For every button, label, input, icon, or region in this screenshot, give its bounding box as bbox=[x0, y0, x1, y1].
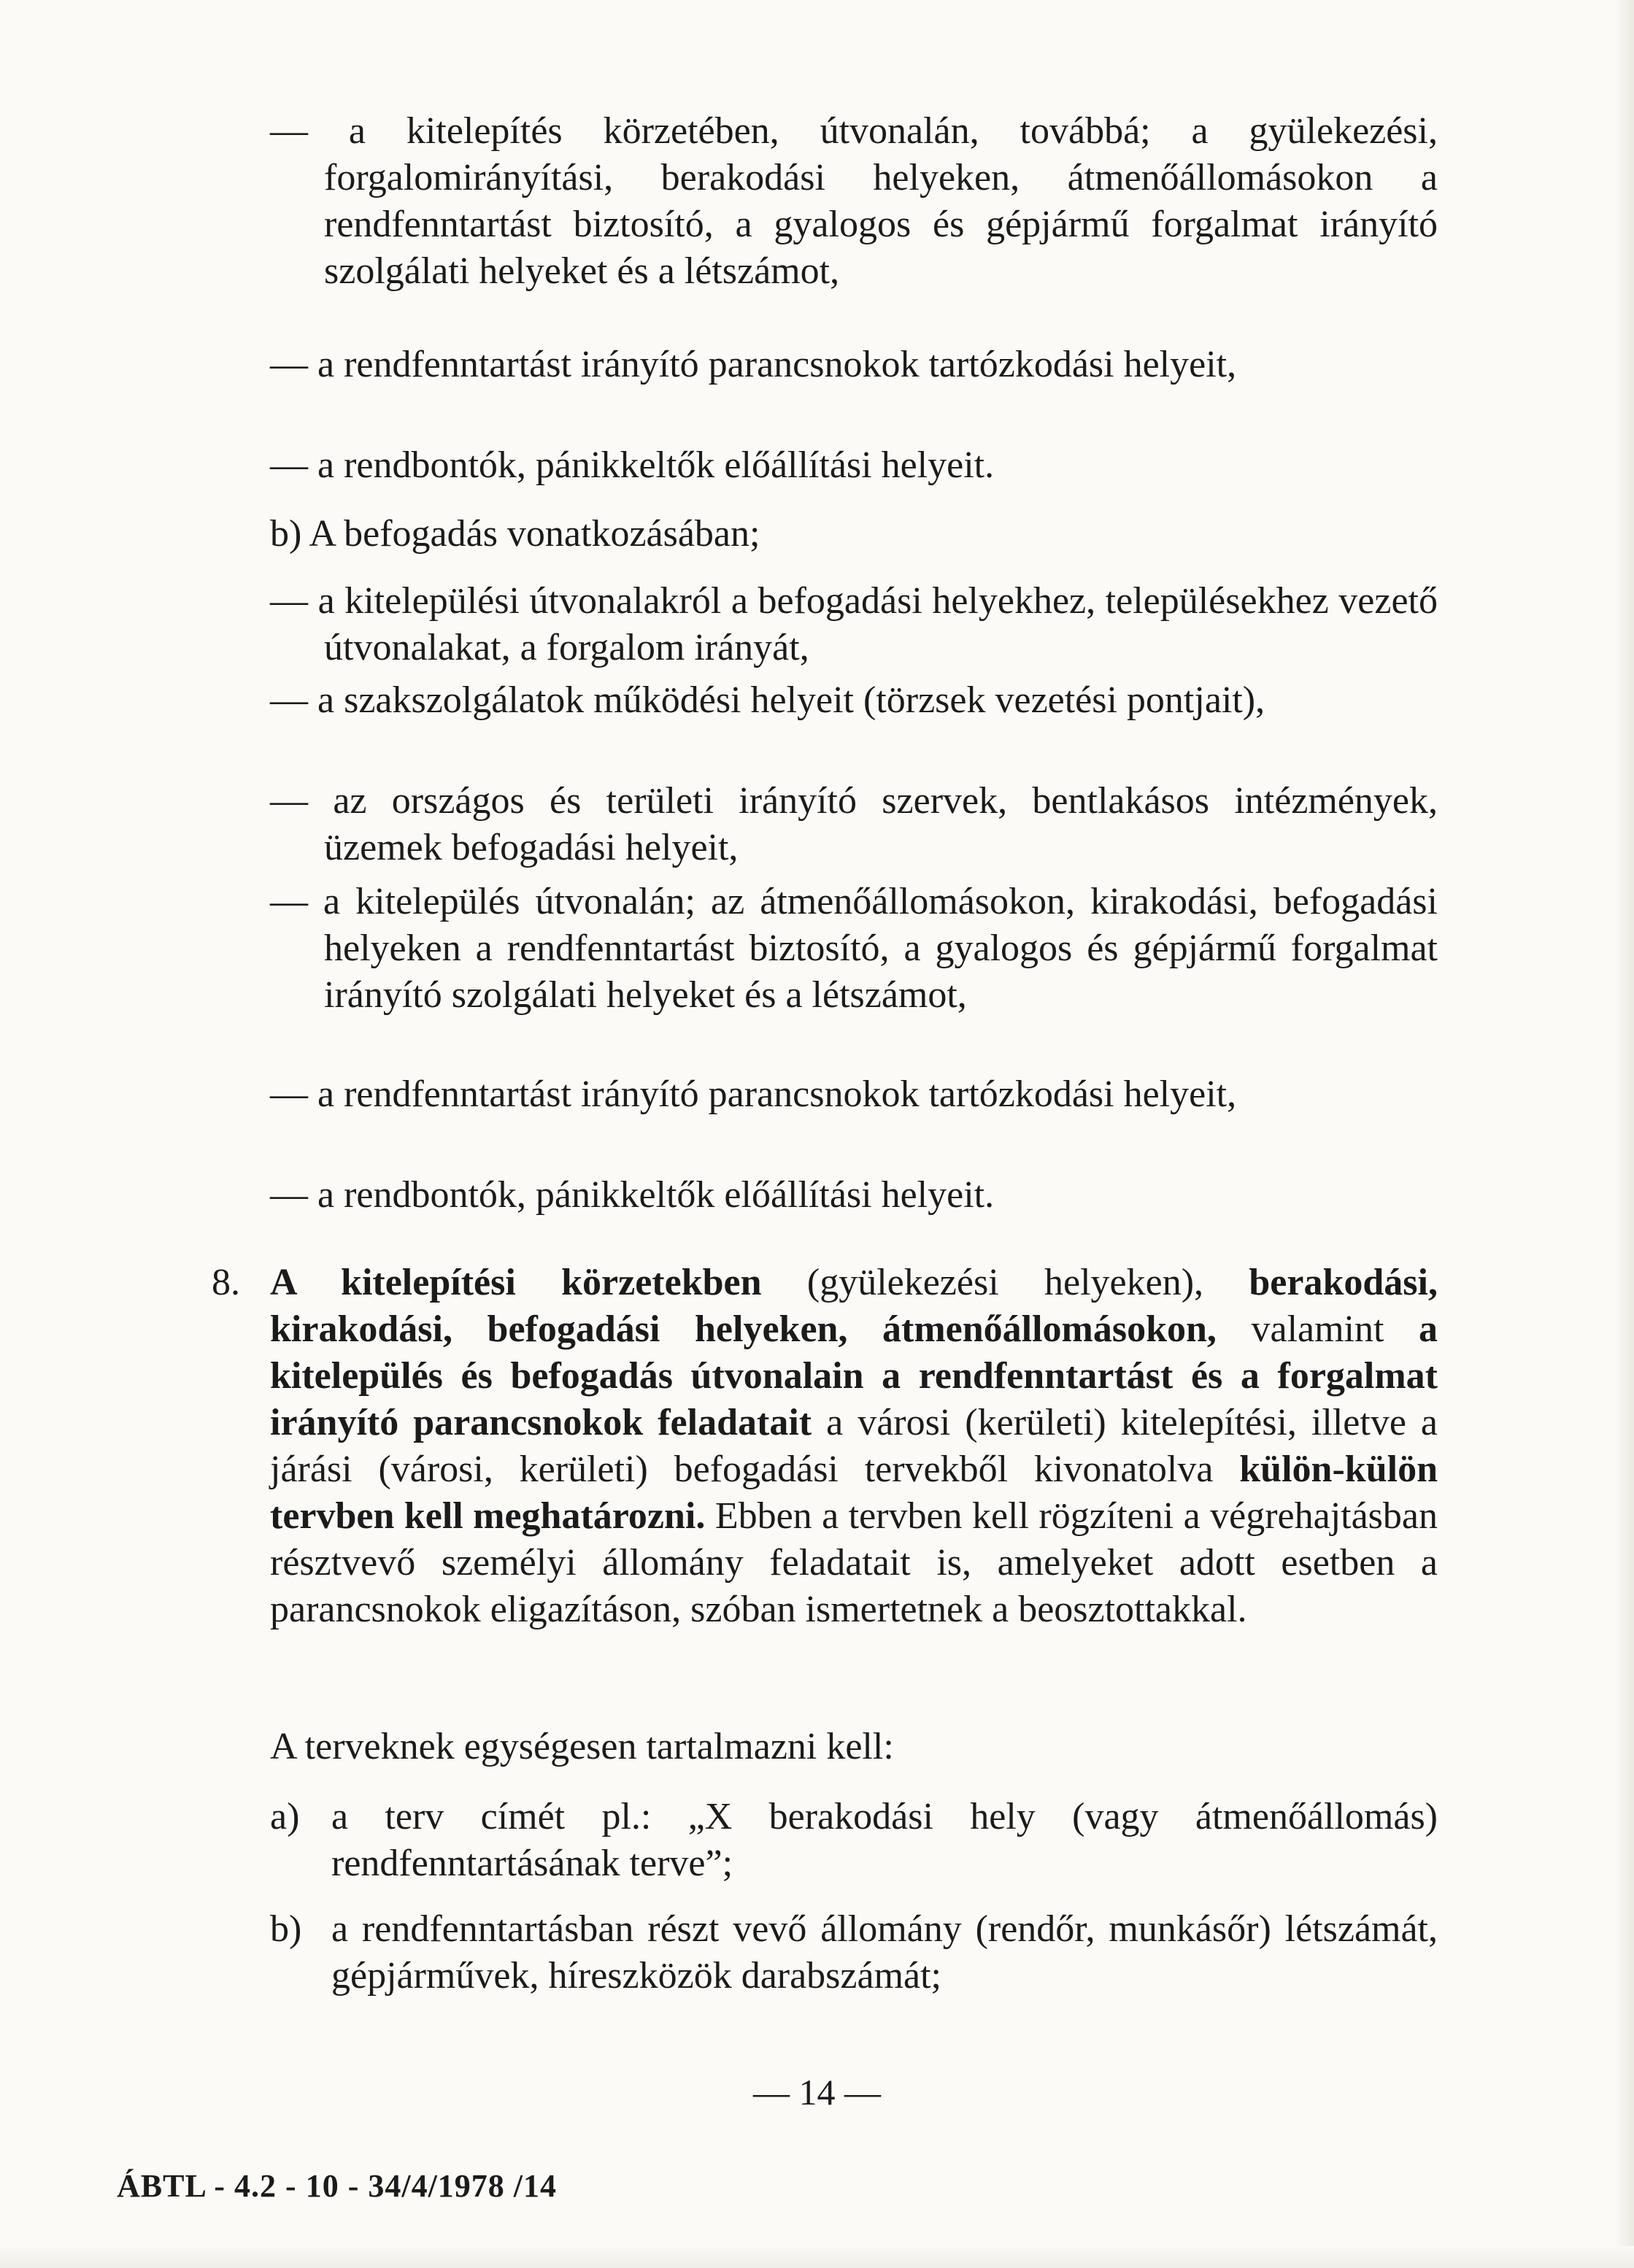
point-8-number: 8. bbox=[212, 1262, 240, 1303]
section-a-item-3: — a rendbontók, pánikkeltők előállítási helyeit. bbox=[270, 444, 995, 486]
section-b-item-4: — a kitelepülés útvonalán; az átmenőállomásokon, kirakodási, befogadási helyeken a rendfenntartást biztosító, a gyalogos és gépjármű forgalmat irányító szolgálati helyeket és a létszámot, bbox=[270, 881, 1438, 1016]
point-8-paragraph bbox=[212, 1260, 1438, 1633]
point-8-seg-4: valamint bbox=[1216, 1308, 1419, 1350]
plan-item-a-text: a terv címét pl.: „X berakodási hely (vagy átmenőállomás) rendfenntartásának terve”; bbox=[331, 1796, 1438, 1884]
section-a-item-2: — a rendfenntartást irányító parancsnokok tartózkodási helyeit, bbox=[270, 344, 1237, 385]
page-number: — 14 — bbox=[753, 2072, 881, 2113]
section-b-item-5: — a rendfenntartást irányító parancsnokok tartózkodási helyeit, bbox=[270, 1073, 1237, 1115]
section-b-item-1: — a kitelepülési útvonalakról a befogadási helyekhez, településekhez vezető útvonalakat, a forgalom irányát, bbox=[270, 580, 1438, 668]
plans-intro: A terveknek egységesen tartalmazni kell: bbox=[270, 1726, 894, 1767]
point-8-seg-5: a kitelepülés és befogadás útvonalain a rendfenntartást és a forgalmat irányító parancsnokok feladatait bbox=[270, 1308, 1438, 1443]
section-b-item-6: — a rendbontók, pánikkeltők előállítási helyeit. bbox=[270, 1174, 995, 1216]
section-b-heading: b) A befogadás vonatkozásában; bbox=[270, 513, 760, 555]
point-8-seg-8: Ebben a tervben kell rögzíteni a végrehajtásban résztvevő személyi állomány feladatait is, amelyeket adott esetben a parancsnokok eligazításon, szóban ismertetnek a beosztottakkal. bbox=[270, 1495, 1438, 1630]
plan-item-a-letter: a) bbox=[270, 1796, 300, 1837]
section-b-item-3: — az országos és területi irányító szervek, bentlakásos intézmények, üzemek befogadási helyeit, bbox=[270, 780, 1438, 868]
point-8-seg-7: külön-külön tervben kell meghatározni. bbox=[270, 1449, 1438, 1537]
section-a-item-1: — a kitelepítés körzetében, útvonalán, továbbá; a gyülekezési, forgalomirányítási, berakodási helyeken, átmenőállomásokon a rendfenntartást biztosító, a gyalogos és gépjármű forgalmat irányító szolgálati helyeket és a létszámot, bbox=[270, 110, 1438, 292]
plan-item-a bbox=[270, 1794, 1438, 1887]
section-b-item-2: — a szakszolgálatok működési helyeit (törzsek vezetési pontjait), bbox=[270, 679, 1265, 721]
point-8-seg-2: (gyülekezési helyeken), bbox=[761, 1262, 1249, 1303]
plan-item-b bbox=[270, 1906, 1438, 1999]
plan-item-b-text: a rendfenntartásban részt vevő állomány (rendőr, munkásőr) létszámát, gépjárművek, híreszközök darabszámát; bbox=[331, 1908, 1438, 1997]
point-8-seg-1: A kitelepítési körzetekben bbox=[270, 1262, 762, 1303]
plan-item-b-letter: b) bbox=[270, 1908, 302, 1950]
point-8-seg-6: a városi (kerületi) kitelepítési, illetve a járási (városi, kerületi) befogadási tervekből kivonatolva bbox=[270, 1402, 1438, 1490]
point-8-seg-3: berakodási, kirakodási, befogadási helyeken, átmenőállomásokon, bbox=[270, 1262, 1438, 1350]
archive-reference: ÁBTL - 4.2 - 10 - 34/4/1978 /14 bbox=[117, 2168, 558, 2204]
